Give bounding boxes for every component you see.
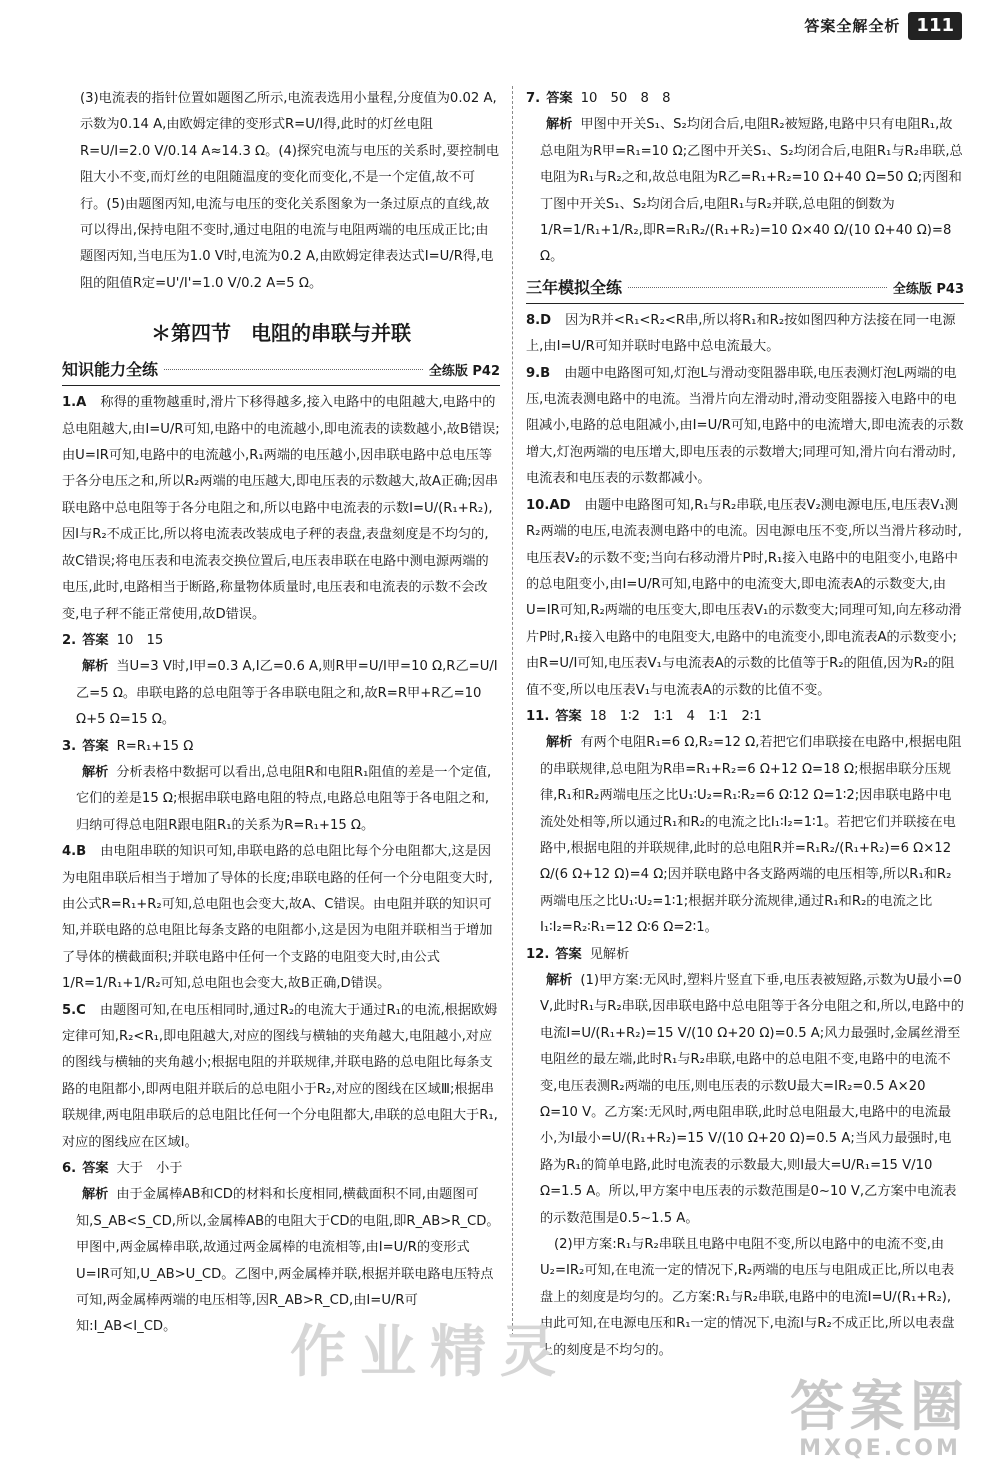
entry-text: 10 50 8 8 bbox=[580, 91, 671, 106]
entry-tag: 答案 bbox=[555, 946, 582, 962]
question-number: 7. bbox=[526, 91, 541, 106]
answer-entry bbox=[526, 730, 964, 941]
entry-text: 当U=3 V时,I甲=0.3 A,I乙=0.6 A,则R甲=U/I甲=10 Ω,R乙=U/I乙=5 Ω。串联电路的总电阻等于各串联电阻之和,故R=R甲+R乙=10 Ω+5 Ω=15 Ω。 bbox=[76, 659, 498, 728]
question-number: 1.A bbox=[62, 395, 87, 411]
section-title: ＊第四节 电阻的串联与并联 bbox=[151, 321, 411, 346]
page-header bbox=[804, 6, 962, 46]
section-bar-left bbox=[62, 357, 500, 386]
entry-text: 由电阻串联的知识可知,串联电路的总电阻比每个分电阻都大,这是因为电阻串联后相当于增加了导体的长度;串联电路的任何一个分电阻变大时,由公式R=R₁+R₂可知,总电阻也会变大,故A、C错误。由电阻并联的知识可知,并联电路的总电阻比每条支路的电阻都小,这是因为电阻并联相当于增加了导体的横截面积;并联电路中任何一个支路的电阻变大时,由公式1/R=1/R₁+1/R₂可知,总电阻也会变大,故B正确,D错误。 bbox=[62, 844, 493, 992]
entry-tag: 答案 bbox=[82, 1161, 109, 1177]
entry-text: 称得的重物越重时,滑片下移得越多,接入电路中的电阻越大,电路中的总电阻越大,由I=U/R可知,电路中的电流越小,即电流表的读数越小,故B错误;由U=IR可知,电路中的电流越小,R₁两端的电压越小,因串联电路中总电压等于各分电压之和,所以R₂两端的电压越大,即电压表的示数越大,故A正确;因串联电路中总电阻等于各分电阻之和,所以电路中电流表的示数I=U/(R₁+R₂),因I与R₂不成正比,所以将电流表改装成电子秤的表盘,表盘刻度是不均匀的,故C错误;将电压表和电流表交换位置后,电压表串联在电路中测电源两端的电压,此时,电路相当于断路,称量物体质量时,电压表和电流表的示数不会改变,电子秤不能正常使用,故D错误。 bbox=[62, 395, 500, 622]
header-title: 答案全解全析 bbox=[804, 16, 901, 35]
bar-dots bbox=[164, 369, 423, 370]
answer-entry bbox=[62, 390, 500, 628]
entry-text: 由于金属棒AB和CD的材料和长度相同,横截面积不同,由题图可知,S_AB<S_CD,所以,金属棒AB的电阻大于CD的电阻,即R_AB>R_CD。甲图中,两金属棒串联,故通过两金属棒的电流相等,由I=U/R的变形式U=IR可知,U_AB>U_CD。乙图中,两金属棒并联,根据并联电路电压特点可知,两金属棒两端的电压相等,因R_AB>R_CD,由I=U/R可知:I_AB<I_CD。 bbox=[76, 1187, 500, 1335]
entry-tag: 答案 bbox=[555, 708, 582, 724]
entry-tag: 解析 bbox=[82, 1187, 109, 1203]
answer-entry bbox=[526, 361, 964, 493]
answer-entry bbox=[526, 112, 964, 270]
entry-text: 大于 小于 bbox=[116, 1161, 183, 1177]
question-number: 8.D bbox=[526, 312, 552, 328]
left-entries bbox=[62, 390, 500, 1341]
entry-tag: 解析 bbox=[546, 973, 573, 988]
answer-entry bbox=[62, 839, 500, 997]
right-column bbox=[526, 86, 964, 1376]
answer-entry bbox=[62, 654, 500, 733]
entry-text: R=R₁+15 Ω bbox=[116, 738, 194, 754]
question-number: 2. bbox=[62, 632, 77, 648]
entry-tag: 解析 bbox=[82, 764, 109, 780]
entry-text: (2)甲方案:R₁与R₂串联且电路中电阻不变,所以电路中的电流不变,由U₂=IR₂可知,在电流一定的情况下,R₂两端的电压与电阻成正比,所以电表盘上的刻度是均匀的。乙方案:R₁与R₂串联,电路中的电流I=U/(R₁+R₂),由此可知,在电源电压和R₁一定的情况下,电流I与R₂不成正比,所以电表盘上的刻度是不均匀的。 bbox=[540, 1237, 955, 1358]
question-number: 11. bbox=[526, 708, 550, 724]
answer-entry bbox=[62, 760, 500, 839]
entry-text: 18 1∶2 1∶1 4 1∶1 2∶1 bbox=[589, 708, 762, 724]
answer-entry bbox=[62, 1156, 500, 1182]
entry-tag: 答案 bbox=[82, 738, 109, 754]
bar-dots bbox=[628, 287, 887, 288]
entry-tag: 答案 bbox=[546, 91, 573, 106]
answer-entry bbox=[526, 942, 964, 968]
left-column bbox=[62, 86, 500, 1376]
question-number: 10.AD bbox=[526, 497, 571, 513]
answer-entry bbox=[526, 1232, 964, 1364]
answer-entry bbox=[62, 1182, 500, 1340]
answer-entry bbox=[526, 968, 964, 1232]
answer-entry bbox=[526, 308, 964, 361]
right-entries bbox=[526, 308, 964, 1364]
bar-ref: 全练版 P42 bbox=[428, 364, 500, 380]
page-number: 111 bbox=[908, 12, 962, 40]
entry-text: 分析表格中数据可以看出,总电阻R和电阻R₁阻值的差是一个定值,它们的差是15 Ω;根据串联电路电阻的特点,电路总电阻等于各电阻之和,归纳可得总电阻R跟电阻R₁的关系为R=R₁+15 Ω。 bbox=[76, 764, 492, 833]
entry-tag: 解析 bbox=[546, 117, 573, 133]
right-entries-top bbox=[526, 86, 964, 271]
bar-label: 三年模拟全练 bbox=[526, 277, 623, 297]
entry-text: 因为R并<R₁<R₂<R串,所以将R₁和R₂按如图四种方法接在同一电源上,由I=U/R可知并联时电路中总电流最大。 bbox=[526, 312, 956, 355]
entry-tag: 解析 bbox=[546, 735, 573, 751]
question-number: 4.B bbox=[62, 844, 87, 860]
entry-text: 10 15 bbox=[116, 632, 164, 648]
watermark-logo-small: MXQE.COM bbox=[799, 1436, 961, 1461]
entry-text: 由题图可知,在电压相同时,通过R₂的电流大于通过R₁的电流,根据欧姆定律可知,R₂<R₁,即电阻越大,对应的图线与横轴的夹角越大,电阻越小,对应的图线与横轴的夹角越小;根据电阻的并联规律,并联电路的总电阻比每条支路的电阻都小,即两电阻并联后的总电阻小于R₂,对应的图线在区域Ⅲ;根据串联规律,两电阻串联后的总电阻比任何一个分电阻都大,串联的总电阻大于R₁,对应的图线应在区域Ⅰ。 bbox=[62, 1002, 498, 1150]
entry-tag: 解析 bbox=[82, 659, 109, 675]
intro-paragraph: (3)电流表的指针位置如题图乙所示,电流表选用小量程,分度值为0.02 A,示数为0.14 A,由欧姆定律的变形式R=U/I得,此时的灯丝电阻R=U/I=2.0 V/0.14 A≈14.3 Ω。(4)探究电流与电压的关系时,要控制电阻大小不变,而灯丝的电阻随温度的变化而变化,不是一个定值,故不可行。(5)由题图丙知,电流与电压的变化关系图象为一条过原点的直线,故可以得出,保持电阻不变时,通过电阻的电流与电阻两端的电压成正比;由题图丙知,当电压为1.0 V时,电流为0.2 A,由欧姆定律表达式I=U/R得,电阻的阻值R定=U'/I'=1.0 V/0.2 A=5 Ω。 bbox=[80, 91, 500, 291]
question-number: 6. bbox=[62, 1161, 77, 1177]
answer-entry bbox=[62, 628, 500, 654]
column-divider bbox=[512, 86, 513, 1336]
answer-entry bbox=[526, 704, 964, 730]
entry-text: 由题中电路图可知,灯泡L与滑动变阻器串联,电压表测灯泡L两端的电压,电流表测电路中的电流。当滑片向左滑动时,滑动变阻器接入电路中的电阻减小,电路的总电阻减小,由I=U/R可知,电路中的电流增大,即电流表的示数增大,灯泡两端的电压增大,即电压表的示数增大;同理可知,滑片向右滑动时,电流表和电压表的示数都减小。 bbox=[526, 365, 964, 487]
bar-label: 知识能力全练 bbox=[62, 360, 159, 380]
entry-text: 甲图中开关S₁、S₂均闭合后,电阻R₂被短路,电路中只有电阻R₁,故总电阻为R甲=R₁=10 Ω;乙图中开关S₁、S₂均闭合后,电阻R₁与R₂串联,总电阻为R₁与R₂之和,故总电阻为R乙=R₁+R₂=10 Ω+40 Ω=50 Ω;丙图和丁图中开关S₁、S₂均闭合后,电阻R₁与R₂并联,总电阻的倒数为1/R=1/R₁+1/R₂,即R=R₁R₂/(R₁+R₂)=10 Ω×40 Ω/(10 Ω+40 Ω)=8 Ω。 bbox=[540, 117, 963, 265]
watermark-text: 作业精灵 bbox=[290, 1320, 570, 1385]
question-number: 12. bbox=[526, 946, 550, 962]
answer-entry bbox=[526, 86, 964, 112]
answer-entry bbox=[62, 734, 500, 760]
bar-ref: 全练版 P43 bbox=[892, 281, 964, 297]
entry-tag: 答案 bbox=[82, 632, 109, 648]
question-number: 5.C bbox=[62, 1002, 86, 1018]
entry-text: (1)甲方案:无风时,塑料片竖直下垂,电压表被短路,示数为U最小=0 V,此时R₁与R₂串联,因串联电路中总电阻等于各分电阻之和,所以,电路中的电流I=U/(R₁+R₂)=15 V/(10 Ω+20 Ω)=0.5 A;风力最强时,金属丝滑至电阻丝的最左端,此时R₁与R₂串联,电路中的总电阻不变,电路中的电流不变,电压表测R₂两端的电压,则电压表的示数U最大=IR₂=0.5 A×20 Ω=10 V。乙方案:无风时,两电阻串联,此时总电阻最大,电路中的电流最小,为I最小=U/(R₁+R₂)=15 V/(10 Ω+20 Ω)=0.5 A;当风力最强时,电路为R₁的简单电路,此时电流表的示数最大,则I最大=U/R₁=15 V/10 Ω=1.5 A。所以,甲方案中电压表的示数范围是0~10 V,乙方案中电流表的示数范围是0.5~1.5 A。 bbox=[540, 973, 964, 1226]
question-number: 9.B bbox=[526, 365, 551, 381]
watermark-logo-big: 答案圈 bbox=[790, 1375, 970, 1438]
question-number: 3. bbox=[62, 738, 77, 754]
entry-text: 有两个电阻R₁=6 Ω,R₂=12 Ω,若把它们串联接在电路中,根据电阻的串联规律,总电阻为R串=R₁+R₂=6 Ω+12 Ω=18 Ω;根据串联分压规律,R₁和R₂两端电压之比U₁∶U₂=R₁∶R₂=6 Ω∶12 Ω=1∶2;因串联电路中电流处处相等,所以通过R₁和R₂的电流之比I₁∶I₂=1∶1。若把它们并联接在电路中,根据电阻的并联规律,此时的总电阻R并=R₁R₂/(R₁+R₂)=6 Ω×12 Ω/(6 Ω+12 Ω)=4 Ω;因并联电路中各支路两端的电压相等,所以R₁和R₂两端电压之比U₁∶U₂=1∶1;根据并联分流规律,通过R₁和R₂的电流之比I₁∶I₂=R₂∶R₁=12 Ω∶6 Ω=2∶1。 bbox=[540, 735, 962, 936]
entry-text: 由题中电路图可知,R₁与R₂串联,电压表V₂测电源电压,电压表V₁测R₂两端的电压,电流表测电路中的电流。因电源电压不变,所以当滑片移动时,电压表V₂的示数不变;当向右移动滑片P时,R₁接入电路中的电阻变小,电路中的总电阻变小,由I=U/R可知,电路中的电流变大,即电流表A的示数变大,由U=IR可知,R₂两端的电压变大,即电压表V₁的示数变大;同理可知,向左移动滑片P时,R₁接入电路中的电阻变大,电路中的电流变小,即电流表A的示数变小;由R=U/I可知,电压表V₁与电流表A的示数的比值等于R₂的阻值,因为R₂的阻值不变,所以电压表V₁与电流表A的示数的比值不变。 bbox=[526, 497, 962, 698]
answer-entry bbox=[526, 493, 964, 704]
answer-entry bbox=[62, 998, 500, 1156]
section-bar-right bbox=[526, 275, 964, 304]
entry-text: 见解析 bbox=[589, 946, 630, 962]
watermark-logo bbox=[790, 1377, 970, 1461]
